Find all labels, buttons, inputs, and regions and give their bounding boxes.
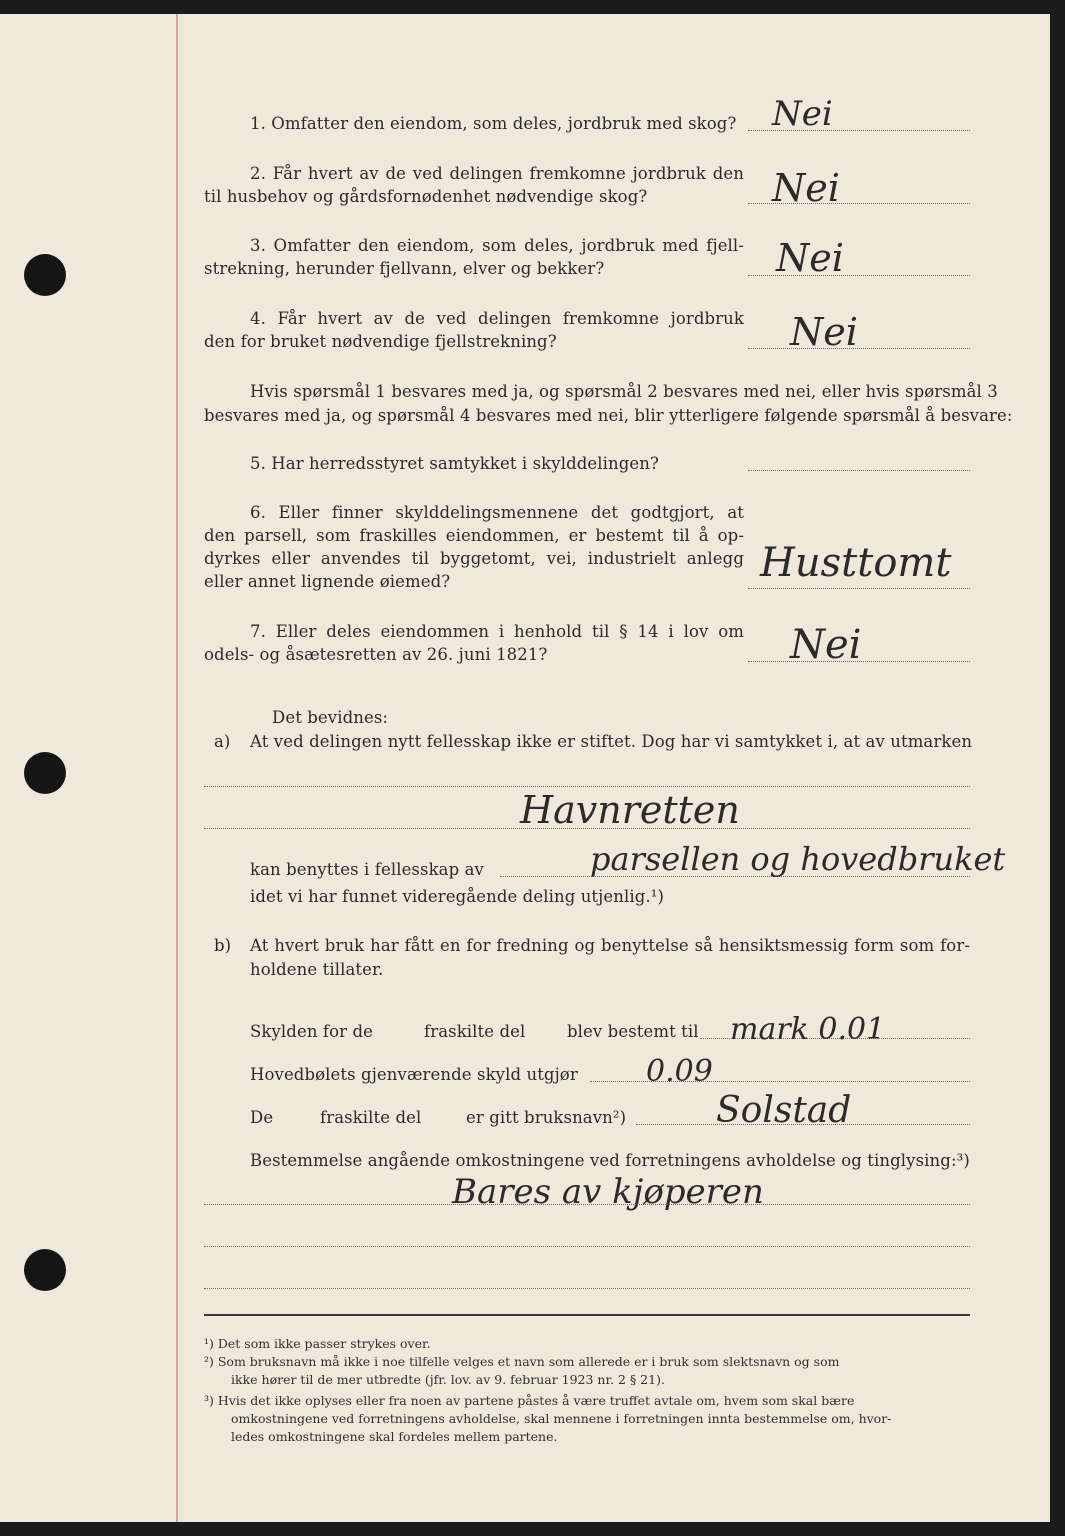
name-value: Solstad	[716, 1090, 852, 1131]
costs-value: Bares av kjøperen	[452, 1172, 764, 1212]
answer-line	[748, 348, 970, 349]
item-a-text: At ved delingen nytt fellesskap ikke er stiftet. Dog har vi samtykket i, at av utmarken	[250, 732, 973, 751]
question-3-line-2: strekning, herunder fjellvann, elver og bekker?	[204, 259, 605, 278]
reason-text: idet vi har funnet videregående deling utjenlig.¹)	[250, 887, 664, 906]
skylden-value: mark 0.01	[730, 1012, 886, 1047]
shared-label: kan benyttes i fellesskap av	[250, 860, 484, 879]
footnote-2-line-2: ikke hører til de mer utbredte (jfr. lov. av 9. februar 1923 nr. 2 § 21).	[231, 1372, 665, 1387]
footnote-divider	[204, 1314, 970, 1316]
punch-hole	[24, 254, 66, 296]
footnote-3-line-1: ³) Hvis det ikke oplyses eller fra noen av partene påstes å være truffet avtale om, hvem som skal bære	[204, 1393, 855, 1408]
footnote-1: ¹) Det som ikke passer strykes over.	[204, 1336, 431, 1351]
fill-line	[204, 1246, 970, 1247]
question-5: 5. Har herredsstyret samtykket i skylddelingen?	[250, 454, 659, 473]
question-6-line-1: 6. Eller finner skylddelingsmennene det godtgjort, at	[250, 503, 744, 522]
name-label-2: fraskilte del	[320, 1108, 422, 1127]
answer-7: Nei	[790, 622, 862, 668]
question-6-line-3: dyrkes eller anvendes til byggetomt, vei, industrielt anlegg	[204, 549, 744, 568]
question-6-line-4: eller annet lignende øiemed?	[204, 572, 451, 591]
hovedbol-value: 0.09	[646, 1054, 713, 1089]
fill-line	[204, 1288, 970, 1289]
footnote-3-line-3: ledes omkostningene skal fordeles mellem partene.	[231, 1429, 558, 1444]
margin-line	[176, 14, 178, 1522]
question-7-line-1: 7. Eller deles eiendommen i henhold til § 14 i lov om	[250, 622, 744, 641]
footnote-3-line-2: omkostningene ved forretningens avholdelse, skal mennene i forretningen innta bestemmelse om, hvor-	[231, 1411, 892, 1426]
answer-4: Nei	[790, 310, 858, 354]
answer-2: Nei	[772, 166, 840, 210]
skylden-label-2: fraskilte del	[424, 1022, 526, 1041]
item-b-marker: b)	[214, 936, 232, 955]
question-2-line-1: 2. Får hvert av de ved delingen fremkomne jordbruk den	[250, 164, 744, 183]
answer-3: Nei	[776, 236, 844, 280]
question-3-line-1: 3. Omfatter den eiendom, som deles, jordbruk med fjell-	[250, 236, 744, 255]
answer-1: Nei	[772, 94, 833, 134]
fill-line	[204, 1204, 970, 1205]
question-4-line-2: den for bruket nødvendige fjellstrekning?	[204, 332, 557, 351]
question-2-line-2: til husbehov og gårdsfornødenhet nødvendige skog?	[204, 187, 648, 206]
question-6-line-2: den parsell, som fraskilles eiendommen, er bestemt til å op-	[204, 526, 744, 545]
costs-label: Bestemmelse angående omkostningene ved forretningens avholdelse og tinglysing:³)	[250, 1151, 970, 1170]
footnote-2-line-1: ²) Som bruksnavn må ikke i noe tilfelle velges et navn som allerede er i bruk som slektsnavn og som	[204, 1354, 840, 1369]
item-a-handwritten: Havnretten	[520, 788, 740, 832]
document-page	[0, 14, 1050, 1522]
punch-hole	[24, 752, 66, 794]
item-a-marker: a)	[214, 732, 231, 751]
name-label-1: De	[250, 1108, 274, 1127]
question-4-line-1: 4. Får hvert av de ved delingen fremkomne jordbruk	[250, 309, 744, 328]
certification-intro: Det bevidnes:	[272, 708, 389, 727]
punch-hole	[24, 1249, 66, 1291]
answer-6: Husttomt	[760, 540, 952, 586]
answer-line	[748, 588, 970, 589]
skylden-label-3: blev bestemt til	[567, 1022, 699, 1041]
name-label-3: er gitt bruksnavn²)	[466, 1108, 627, 1127]
item-b-line-1: At hvert bruk har fått en for fredning og benyttelse så hensiktsmessig form som for-	[250, 936, 970, 955]
shared-handwritten: parsellen og hovedbruket	[590, 840, 1006, 878]
item-b-line-2: holdene tillater.	[250, 960, 384, 979]
answer-line	[748, 470, 970, 471]
skylden-label-1: Skylden for de	[250, 1022, 373, 1041]
fill-line	[204, 786, 970, 787]
question-1: 1. Omfatter den eiendom, som deles, jordbruk med skog?	[250, 114, 737, 133]
conditional-line-1: Hvis spørsmål 1 besvares med ja, og spørsmål 2 besvares med nei, eller hvis spørsmål 3	[250, 382, 998, 401]
conditional-line-2: besvares med ja, og spørsmål 4 besvares med nei, blir ytterligere følgende spørsmål å besvare:	[204, 406, 1013, 425]
hovedbol-label: Hovedbølets gjenværende skyld utgjør	[250, 1065, 578, 1084]
question-7-line-2: odels- og åsætesretten av 26. juni 1821?	[204, 645, 548, 664]
